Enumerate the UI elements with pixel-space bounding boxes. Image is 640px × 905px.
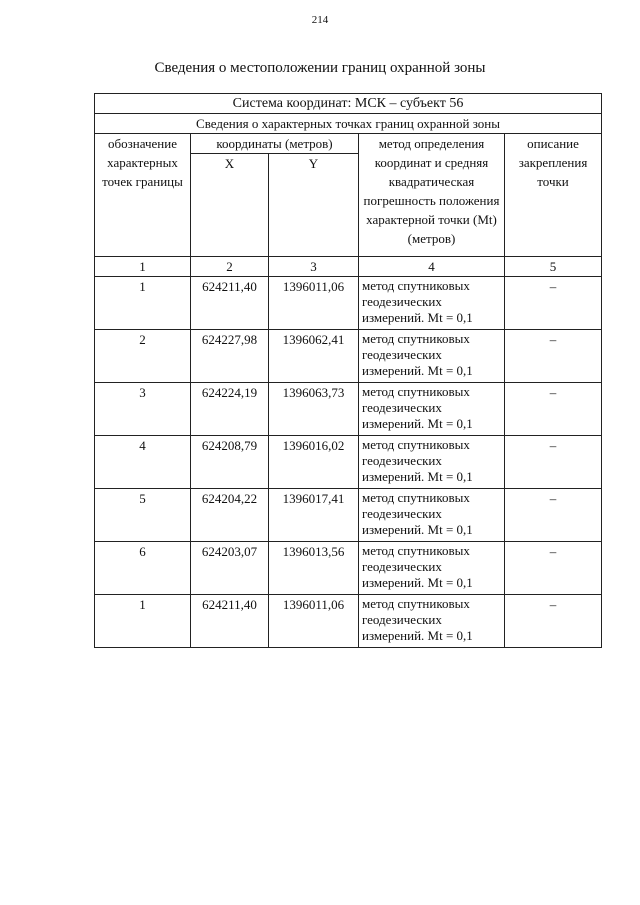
table-row <box>95 330 602 383</box>
method-cell: метод спутниковых геодезических измерений. Mt = 0,1 <box>359 595 505 648</box>
point-cell: 1 <box>95 595 191 648</box>
table-caption-cell: Сведения о характерных точках границ охранной зоны <box>95 114 602 134</box>
header-coordinates: координаты (метров) <box>191 134 359 154</box>
table-row <box>95 542 602 595</box>
y-coordinate-cell: 1396016,02 <box>269 436 359 489</box>
column-number-row <box>95 257 602 277</box>
point-cell: 4 <box>95 436 191 489</box>
description-cell: – <box>505 277 602 330</box>
y-coordinate-cell: 1396013,56 <box>269 542 359 595</box>
point-cell: 5 <box>95 489 191 542</box>
header-method: метод определения координат и средняя квадратическая погрешность положения характерной точки (Mt) (метров) <box>359 134 505 257</box>
method-cell: метод спутниковых геодезических измерений. Mt = 0,1 <box>359 383 505 436</box>
column-number: 2 <box>191 257 269 277</box>
coordinate-system-cell: Система координат: МСК – субъект 56 <box>95 94 602 114</box>
y-coordinate-cell: 1396011,06 <box>269 277 359 330</box>
header-row <box>95 134 602 154</box>
column-number: 3 <box>269 257 359 277</box>
table-row <box>95 436 602 489</box>
description-cell: – <box>505 330 602 383</box>
boundary-coordinates-table <box>94 93 602 648</box>
point-cell: 2 <box>95 330 191 383</box>
x-coordinate-cell: 624203,07 <box>191 542 269 595</box>
x-coordinate-cell: 624227,98 <box>191 330 269 383</box>
column-number: 1 <box>95 257 191 277</box>
y-coordinate-cell: 1396063,73 <box>269 383 359 436</box>
y-coordinate-cell: 1396017,41 <box>269 489 359 542</box>
description-cell: – <box>505 436 602 489</box>
table-row <box>95 383 602 436</box>
table-row <box>95 595 602 648</box>
x-coordinate-cell: 624208,79 <box>191 436 269 489</box>
description-cell: – <box>505 383 602 436</box>
table-row <box>95 277 602 330</box>
column-number: 4 <box>359 257 505 277</box>
x-coordinate-cell: 624204,22 <box>191 489 269 542</box>
page-number: 214 <box>311 14 329 26</box>
y-coordinate-cell: 1396011,06 <box>269 595 359 648</box>
point-cell: 6 <box>95 542 191 595</box>
header-description: описание закрепления точки <box>505 134 602 257</box>
point-cell: 3 <box>95 383 191 436</box>
method-cell: метод спутниковых геодезических измерений. Mt = 0,1 <box>359 489 505 542</box>
method-cell: метод спутниковых геодезических измерений. Mt = 0,1 <box>359 436 505 489</box>
method-cell: метод спутниковых геодезических измерений. Mt = 0,1 <box>359 277 505 330</box>
x-coordinate-cell: 624224,19 <box>191 383 269 436</box>
description-cell: – <box>505 595 602 648</box>
document-title: Сведения о местоположении границ охранной зоны <box>154 60 486 76</box>
column-number: 5 <box>505 257 602 277</box>
x-coordinate-cell: 624211,40 <box>191 277 269 330</box>
header-point-designation: обозначение характерных точек границы <box>95 134 191 257</box>
table-row <box>95 489 602 542</box>
point-cell: 1 <box>95 277 191 330</box>
description-cell: – <box>505 489 602 542</box>
method-cell: метод спутниковых геодезических измерений. Mt = 0,1 <box>359 542 505 595</box>
header-y: Y <box>269 154 359 257</box>
description-cell: – <box>505 542 602 595</box>
header-x: X <box>191 154 269 257</box>
method-cell: метод спутниковых геодезических измерений. Mt = 0,1 <box>359 330 505 383</box>
x-coordinate-cell: 624211,40 <box>191 595 269 648</box>
y-coordinate-cell: 1396062,41 <box>269 330 359 383</box>
